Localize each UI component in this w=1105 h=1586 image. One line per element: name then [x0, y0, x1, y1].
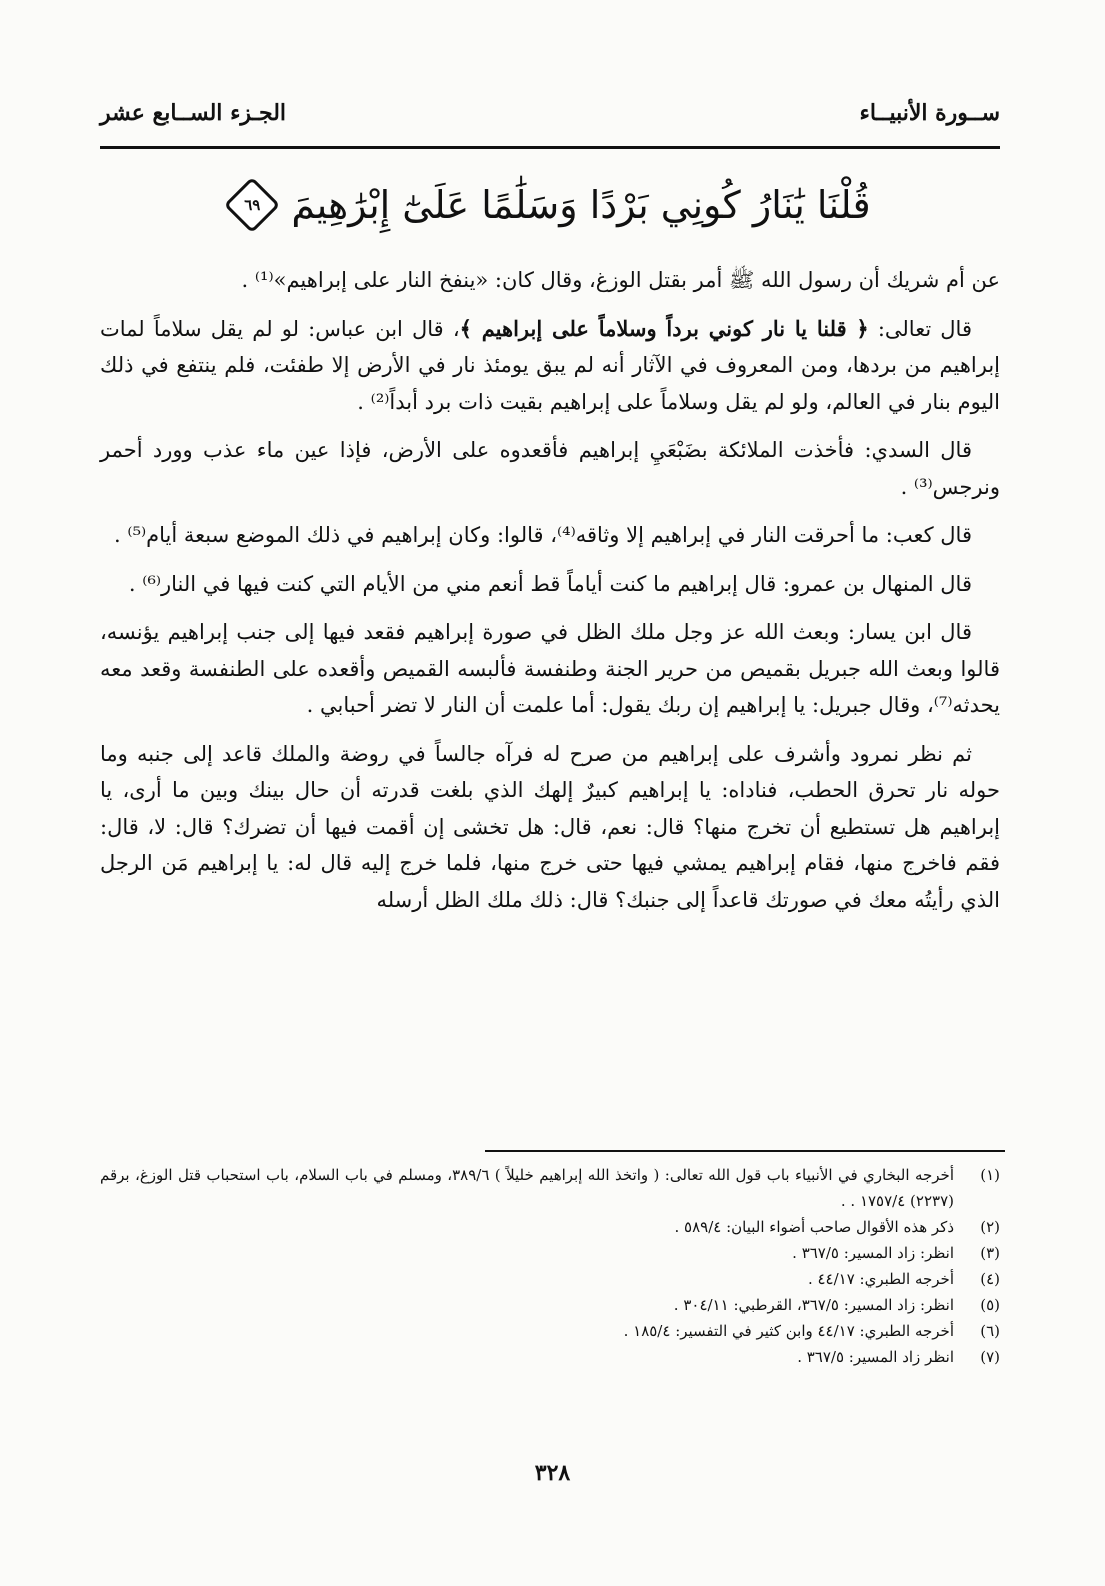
ayah-number: ٦٩ — [244, 196, 261, 214]
footnote-text: أخرجه الطبري: ٤٤/١٧ . — [807, 1270, 954, 1288]
paragraph-5: قال المنهال بن عمرو: قال إبراهيم ما كنت أياماً قط أنعم مني من الأيام التي كنت فيها في النار⁽⁶⁾ . — [128, 571, 972, 596]
paragraph-4: قال كعب: ما أحرقت النار في إبراهيم إلا وثاقه⁽⁴⁾، قالوا: وكان إبراهيم في ذلك الموضع سبعة أيام⁽⁵⁾ . — [114, 523, 972, 547]
paragraph-2 — [100, 311, 1000, 421]
quran-verse — [100, 170, 1000, 240]
footnote-text: أخرجه البخاري في الأنبياء باب قول الله تعالى: ( واتخذ الله إبراهيم خليلاً ) ٣٨٩/٦، ومسلم في باب السلام، باب استحباب قتل الوزغ، برقم (٢٢٣٧) ١٧٥٧/٤ . . — [100, 1166, 954, 1210]
commentary-body — [100, 262, 1000, 930]
footnote-text: انظر: زاد المسير: ٣٦٧/٥ . — [792, 1244, 954, 1262]
surah-title: ســورة الأنبيــاء — [859, 100, 1000, 126]
footnote-number: (٧) — [980, 1348, 1000, 1366]
footnote-rule — [485, 1150, 1005, 1152]
footnote — [100, 1318, 1000, 1344]
page-header — [100, 100, 1000, 134]
footnote — [100, 1240, 1000, 1266]
header-rule — [100, 146, 1000, 149]
paragraph-6: قال ابن يسار: وبعث الله عز وجل ملك الظل في صورة إبراهيم فقعد فيها إلى جنب إبراهيم يؤنسه، قالوا وبعث الله جبريل بقميص من حرير الجنة وطنفسة فألبسه القميص وأقعده على الطنفسة وقعد معه يحدثه⁽⁷⁾، وقال جبريل: يا إبراهيم إن ربك يقول: أما علمت أن النار لا تضر أحبابي . — [100, 620, 1000, 717]
footnote-text: أخرجه الطبري: ٤٤/١٧ وابن كثير في التفسير: ١٨٥/٤ . — [623, 1322, 954, 1340]
footnote-number: (١) — [980, 1166, 1000, 1184]
footnote-number: (٥) — [980, 1296, 1000, 1314]
page-number: ٣٢٨ — [534, 1460, 571, 1486]
footnote — [100, 1292, 1000, 1318]
ayah-number-marker — [229, 182, 275, 228]
paragraph-3: قال السدي: فأخذت الملائكة بضَبْعَيِ إبراهيم فأقعدوه على الأرض، فإذا عين ماء عذب وورد أحمر ونرجس⁽³⁾ . — [100, 438, 1000, 499]
footnote-text: ذكر هذه الأقوال صاحب أضواء البيان: ٥٨٩/٤ . — [674, 1218, 954, 1236]
paragraph-1: عن أم شريك أن رسول الله ﷺ أمر بقتل الوزغ، وقال كان: «ينفخ النار على إبراهيم»⁽¹⁾ . — [241, 268, 1000, 292]
quoted-verse: ﴿ قلنا يا نار كوني برداً وسلاماً على إبراهيم ﴾ — [459, 315, 869, 341]
footnote-text: انظر: زاد المسير: ٣٦٧/٥، القرطبي: ٣٠٤/١١ . — [673, 1296, 954, 1314]
juz-title: الجـزء الســابع عشر — [100, 100, 287, 126]
footnote-number: (٤) — [980, 1270, 1000, 1288]
footnote-number: (٣) — [980, 1244, 1000, 1262]
footnote — [100, 1162, 1000, 1214]
verse-text: قُلْنَا يَٰنَارُ كُونِي بَرْدًا وَسَلَٰمًا عَلَىٰٓ إِبْرَٰهِيمَ — [291, 183, 871, 227]
footnote-number: (٦) — [980, 1322, 1000, 1340]
paragraph-2-post: ، قال ابن عباس: لو لم يقل سلاماً لمات إبراهيم من بردها، ومن المعروف في الآثار أنه لم يبق يومئذ نار في الأرض إلا طفئت، فلم ينتفع في ذلك اليوم بنار في العالم، ولو لم يقل وسلاماً على إبراهيم بقيت ذات برد أبداً⁽²⁾ . — [100, 316, 1000, 414]
footnote — [100, 1214, 1000, 1240]
footnote-number: (٢) — [980, 1218, 1000, 1236]
footnote — [100, 1266, 1000, 1292]
paragraph-2-pre: قال تعالى: — [868, 316, 972, 341]
footnotes — [100, 1162, 1000, 1370]
footnote-text: انظر زاد المسير: ٣٦٧/٥ . — [797, 1348, 954, 1366]
footnote — [100, 1344, 1000, 1370]
paragraph-7: ثم نظر نمرود وأشرف على إبراهيم من صرح له فرآه جالساً في روضة والملك قاعد إلى جنبه وما حوله نار تحرق الحطب، فناداه: يا إبراهيم كبيرٌ إلهك الذي بلغت قدرته أن حال بينك وبين ما أرى، يا إبراهيم هل تستطيع أن تخرج منها؟ قال: نعم، قال: هل تخشى إن أقمت فيها أن تضرك؟ قال: لا، قال: فقم فاخرج منها، فقام إبراهيم يمشي فيها حتى خرج منها، فلما خرج إليه قال له: يا إبراهيم مَن الرجل الذي رأيتُه معك في صورتك قاعداً إلى جنبك؟ قال: ذلك ملك الظل أرسله — [100, 741, 1000, 912]
